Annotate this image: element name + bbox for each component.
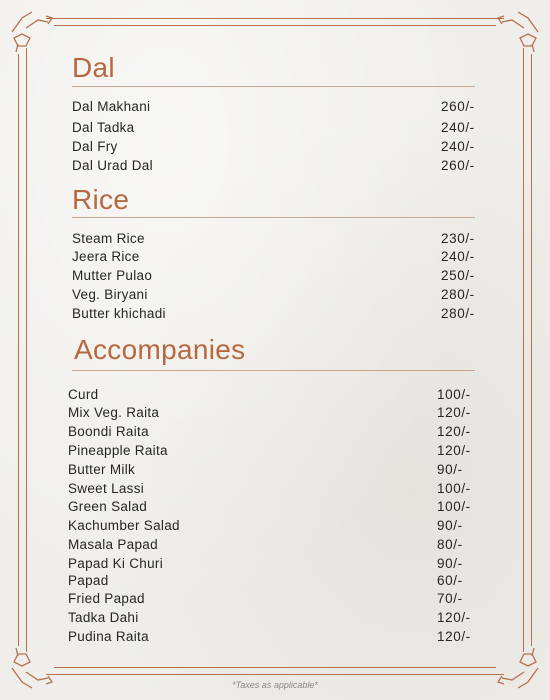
menu-item-name: Butter Milk: [68, 462, 136, 477]
corner-ornament-top-right: [496, 8, 542, 54]
menu-item-price: 70/-: [437, 591, 463, 606]
menu-item-name: Dal Makhani: [72, 99, 151, 114]
menu-item-price: 60/-: [437, 573, 463, 588]
menu-item-name: Pudina Raita: [68, 629, 149, 644]
menu-item-name: Mutter Pulao: [72, 268, 153, 283]
menu-item-price: 90/-: [437, 518, 463, 533]
frame-right-outer: [531, 54, 532, 646]
menu-item-name: Jeera Rice: [72, 249, 140, 264]
menu-item-price: 120/-: [437, 405, 471, 420]
section-title-rice: Rice: [72, 184, 130, 215]
menu-item-price: 260/-: [441, 99, 475, 114]
menu-item-price: 120/-: [437, 629, 471, 644]
menu-item-price: 280/-: [441, 306, 475, 321]
section-divider: [72, 370, 475, 371]
menu-item-name: Pineapple Raita: [68, 443, 168, 458]
menu-item-price: 80/-: [437, 537, 463, 552]
menu-item-name: Papad Ki Churi: [68, 556, 164, 571]
frame-right-inner: [523, 48, 524, 652]
menu-item-name: Sweet Lassi: [68, 481, 145, 496]
menu-item-price: 230/-: [441, 231, 475, 246]
frame-bottom-outer: [46, 674, 504, 675]
menu-item-name: Kachumber Salad: [68, 518, 180, 533]
menu-item-name: Dal Fry: [72, 139, 118, 154]
menu-item-name: Masala Papad: [68, 537, 158, 552]
menu-item-name: Boondi Raita: [68, 424, 149, 439]
menu-item-name: Tadka Dahi: [68, 610, 139, 625]
taxes-footnote: *Taxes as applicable*: [232, 680, 318, 690]
frame-left-outer: [18, 54, 19, 646]
corner-ornament-top-left: [8, 8, 54, 54]
menu-item-name: Dal Tadka: [72, 120, 135, 135]
section-title-dal: Dal: [72, 52, 115, 83]
menu-item-price: 280/-: [441, 287, 475, 302]
section-divider: [72, 86, 475, 87]
menu-item-name: Dal Urad Dal: [72, 158, 153, 173]
menu-item-name: Mix Veg. Raita: [68, 405, 160, 420]
menu-item-price: 100/-: [437, 481, 471, 496]
section-divider: [72, 217, 475, 218]
menu-item-price: 120/-: [437, 424, 471, 439]
frame-bottom-inner: [54, 667, 496, 668]
menu-item-name: Papad: [68, 573, 109, 588]
menu-item-name: Fried Papad: [68, 591, 145, 606]
menu-item-price: 100/-: [437, 499, 471, 514]
menu-item-price: 120/-: [437, 610, 471, 625]
menu-item-price: 250/-: [441, 268, 475, 283]
menu-item-name: Steam Rice: [72, 231, 145, 246]
menu-item-price: 90/-: [437, 462, 463, 477]
menu-item-price: 240/-: [441, 139, 475, 154]
menu-item-name: Veg. Biryani: [72, 287, 148, 302]
menu-item-name: Green Salad: [68, 499, 148, 514]
menu-item-name: Butter khichadi: [72, 306, 166, 321]
menu-item-price: 90/-: [437, 556, 463, 571]
menu-item-price: 240/-: [441, 249, 475, 264]
frame-top-inner: [54, 25, 496, 26]
menu-item-name: Curd: [68, 387, 99, 402]
frame-left-inner: [26, 48, 27, 652]
menu-item-price: 120/-: [437, 443, 471, 458]
menu-item-price: 260/-: [441, 158, 475, 173]
menu-item-price: 100/-: [437, 387, 471, 402]
frame-top-outer: [46, 18, 504, 19]
menu-item-price: 240/-: [441, 120, 475, 135]
section-title-accompanies: Accompanies: [74, 334, 246, 365]
